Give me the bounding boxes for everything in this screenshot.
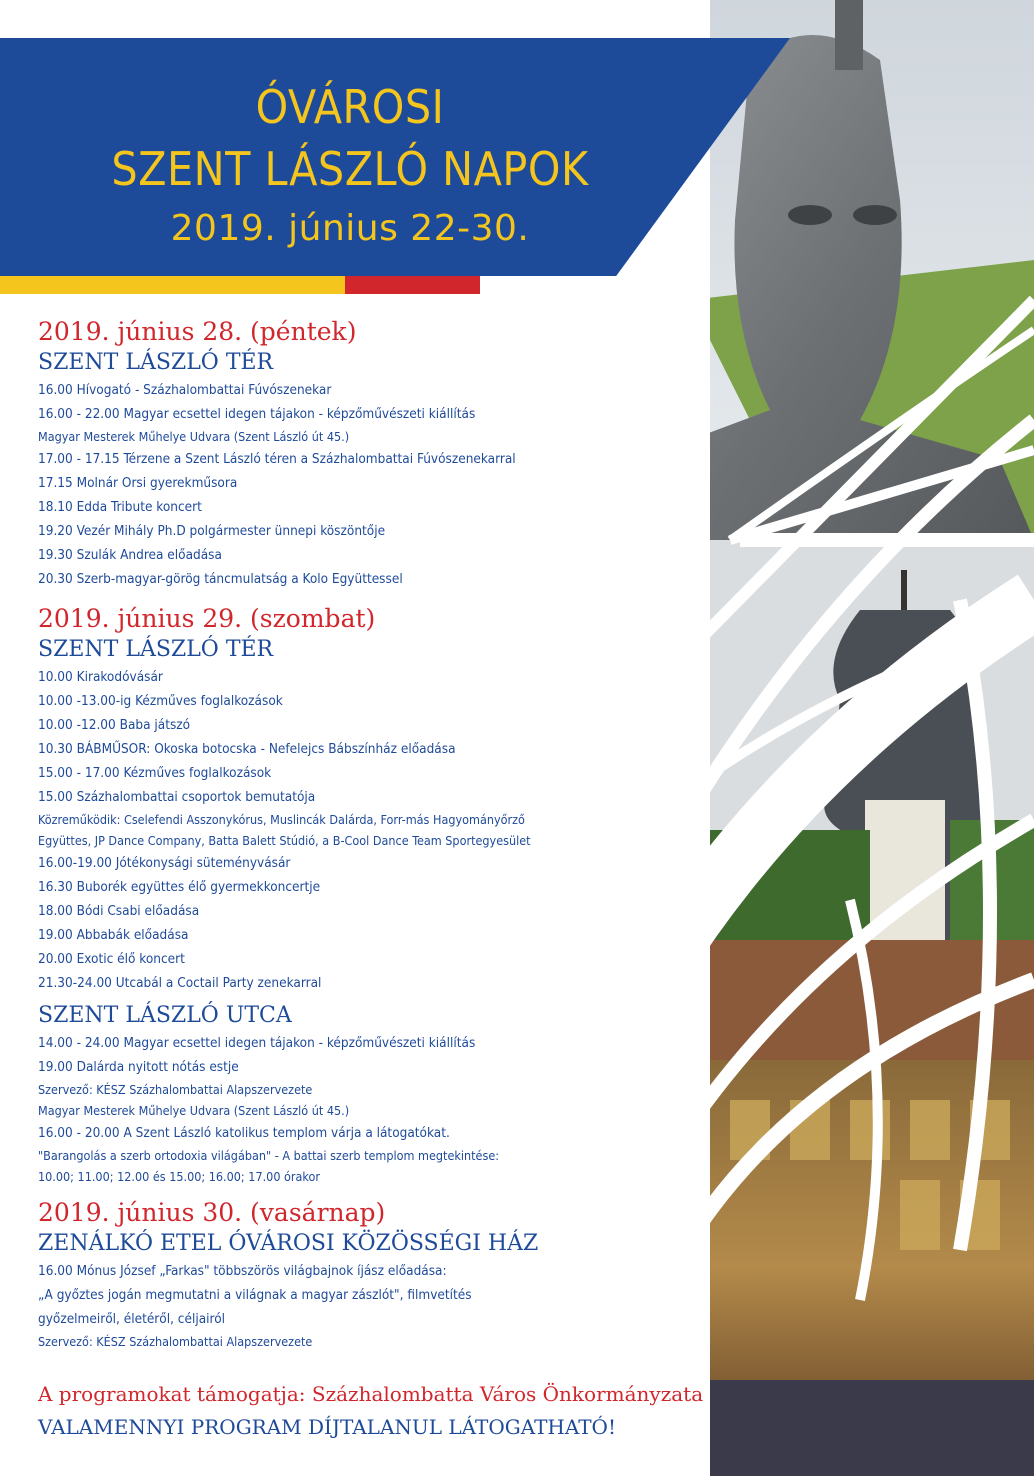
program-note: Szervező: KÉSZ Százhalombattai Alapszervezete: [38, 1082, 313, 1097]
program-item: 20.30 Szerb-magyar-görög táncmulatság a Kolo Együttessel: [38, 571, 403, 587]
day2-date: 2019. június 29. (szombat): [38, 604, 376, 633]
program-item: 15.00 Százhalombattai csoportok bemutatója: [38, 789, 316, 805]
church-cross-icon: [901, 570, 907, 610]
statue-eye-right: [853, 205, 897, 225]
program-item: 19.20 Vezér Mihály Ph.D polgármester ünnepi köszöntője: [38, 523, 386, 539]
day1-venue: SZENT LÁSZLÓ TÉR: [38, 350, 274, 375]
program-note: Magyar Mesterek Műhelye Udvara (Szent László út 45.): [38, 429, 350, 444]
program-item: 17.00 - 17.15 Térzene a Szent László téren a Százhalombattai Fúvószenekarral: [38, 451, 516, 467]
support-note: A programokat támogatja: Százhalombatta Város Önkormányzata: [38, 1382, 704, 1406]
program-item: 16.00 Mónus József „Farkas" többszörös világbajnok íjász előadása:: [38, 1263, 447, 1279]
program-item: 10.30 BÁBMŰSOR: Okoska botocska - Nefelejcs Bábszínház előadása: [38, 741, 456, 757]
program-item: 15.00 - 17.00 Kézműves foglalkozások: [38, 765, 272, 781]
program-item: 16.00 - 20.00 A Szent László katolikus templom várja a látogatókat.: [38, 1125, 450, 1141]
program-item: „A győztes jogán megmutatni a világnak a magyar zászlót", filmvetítés: [38, 1287, 472, 1303]
program-item: 20.00 Exotic élő koncert: [38, 951, 185, 967]
program-item: győzelmeiről, életéről, céljairól: [38, 1311, 226, 1327]
program-item: 14.00 - 24.00 Magyar ecsettel idegen tájakon - képzőművészeti kiállítás: [38, 1035, 476, 1051]
program-item: 16.00 Hívogató - Százhalombattai Fúvószenekar: [38, 382, 332, 398]
program-item: 16.00 - 22.00 Magyar ecsettel idegen tájakon - képzőművészeti kiállítás: [38, 406, 476, 422]
day3-venue: ZENÁLKÓ ETEL ÓVÁROSI KÖZÖSSÉGI HÁZ: [38, 1231, 539, 1256]
program-item: 21.30-24.00 Utcabál a Coctail Party zenekarral: [38, 975, 322, 991]
program-note: Magyar Mesterek Műhelye Udvara (Szent László út 45.): [38, 1103, 350, 1118]
day3-date: 2019. június 30. (vasárnap): [38, 1198, 386, 1227]
program-item: 16.00-19.00 Jótékonysági süteményvásár: [38, 855, 291, 871]
day2-venue2: SZENT LÁSZLÓ UTCA: [38, 1003, 292, 1028]
program-item: 19.00 Dalárda nyitott nótás estje: [38, 1059, 239, 1075]
program-item: 18.00 Bódi Csabi előadása: [38, 903, 200, 919]
program-note: "Barangolás a szerb ortodoxia világában" - A battai szerb templom megtekintése:: [38, 1148, 500, 1163]
program-item: 10.00 Kirakodóvásár: [38, 669, 163, 685]
stripe-gold-left: [0, 276, 345, 294]
free-entry-note: VALAMENNYI PROGRAM DÍJTALANUL LÁTOGATHATÓ!: [38, 1415, 616, 1439]
program-item: 18.10 Edda Tribute koncert: [38, 499, 202, 515]
program-item: 10.00 -13.00-ig Kézműves foglalkozások: [38, 693, 283, 709]
day2-venue: SZENT LÁSZLÓ TÉR: [38, 637, 274, 662]
title-line2: SZENT LÁSZLÓ NAPOK: [111, 142, 589, 196]
program-item: 16.30 Buborék együttes élő gyermekkoncertje: [38, 879, 321, 895]
program-note: Együttes, JP Dance Company, Batta Balett Stúdió, a B-Cool Dance Team Sportegyesület: [38, 833, 531, 848]
program-item: 17.15 Molnár Orsi gyerekműsora: [38, 475, 238, 491]
program-item: 19.00 Abbabák előadása: [38, 927, 189, 943]
title-date: 2019. június 22-30.: [170, 208, 530, 249]
program-item: 19.30 Szulák Andrea előadása: [38, 547, 222, 563]
day1-date: 2019. június 28. (péntek): [38, 317, 357, 346]
statue-cross: [835, 0, 863, 70]
program-content: [38, 316, 598, 1352]
program-item: 10.00 -12.00 Baba játszó: [38, 717, 191, 733]
statue-eye-left: [788, 205, 832, 225]
title-line1: ÓVÁROSI: [255, 80, 445, 134]
program-note: 10.00; 11.00; 12.00 és 15.00; 16.00; 17.00 órakor: [38, 1169, 320, 1184]
program-note: Közreműködik: Cselefendi Asszonykórus, Muslincák Dalárda, Forr-más Hagyományőrző: [38, 812, 525, 827]
program-note: Szervező: KÉSZ Százhalombattai Alapszervezete: [38, 1334, 313, 1349]
